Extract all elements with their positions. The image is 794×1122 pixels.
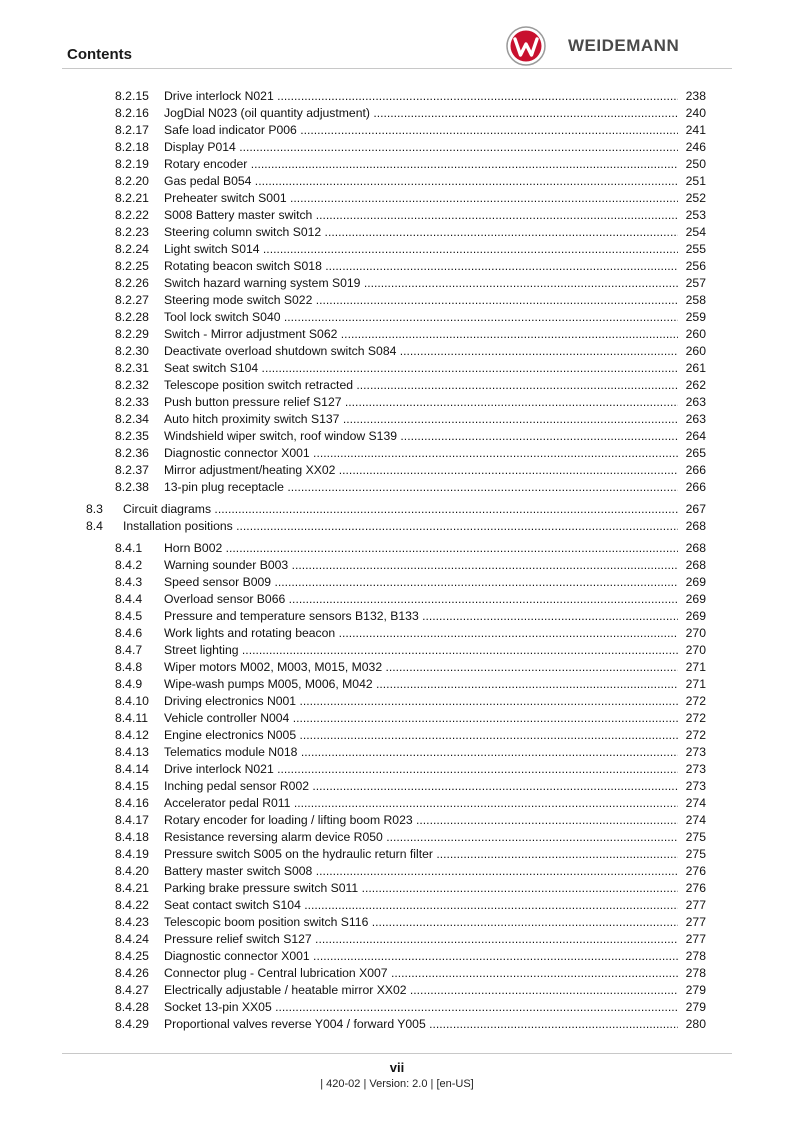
toc-entry-number: 8.2.25 (115, 259, 149, 273)
toc-entry-page: 279 (685, 983, 706, 997)
toc-entry-page: 268 (685, 541, 706, 555)
toc-entry-page: 268 (685, 519, 706, 533)
toc-entry-number: 8.2.18 (115, 140, 149, 154)
toc-entry-number: 8.4.18 (115, 830, 149, 844)
toc-entry-number: 8.3 (86, 502, 103, 516)
toc-entry-number: 8.4.6 (115, 626, 143, 640)
toc-entry-title: Battery master switch S008 ..... (164, 863, 678, 880)
toc-entry-title: Mirror adjustment/heating XX02 ..... (164, 462, 678, 479)
toc-entry-title: Gas pedal B054 ..... (164, 173, 678, 190)
toc-entry-number: 8.4.13 (115, 745, 149, 759)
toc-entry-title: Windshield wiper switch, roof window S139 ..... (164, 428, 678, 445)
toc-entry-number: 8.4.3 (115, 575, 143, 589)
toc-entry-page: 267 (685, 502, 706, 516)
toc-entry[interactable] (0, 309, 794, 326)
toc-entry-number: 8.2.22 (115, 208, 149, 222)
toc-entry[interactable] (0, 258, 794, 275)
toc-entry-page: 275 (685, 830, 706, 844)
toc-entry-page: 263 (685, 395, 706, 409)
toc-entry[interactable] (0, 931, 794, 948)
toc-entry[interactable] (0, 343, 794, 360)
toc-entry-title: Resistance reversing alarm device R050 ..... (164, 829, 678, 846)
toc-entry-page: 261 (685, 361, 706, 375)
toc-entry[interactable] (0, 377, 794, 394)
toc-entry-title: Tool lock switch S040 ..... (164, 309, 678, 326)
toc-entry-page: 270 (685, 626, 706, 640)
toc-entry-page: 251 (685, 174, 706, 188)
toc-entry-number: 8.4.14 (115, 762, 149, 776)
toc-entry[interactable] (0, 156, 794, 173)
toc-entry[interactable] (0, 88, 794, 105)
toc-entry-page: 273 (685, 745, 706, 759)
toc-entry-title: Rotary encoder for loading / lifting boom R023 ..... (164, 812, 678, 829)
toc-entry-number: 8.2.38 (115, 480, 149, 494)
toc-entry-number: 8.4.19 (115, 847, 149, 861)
toc-entry-number: 8.2.31 (115, 361, 149, 375)
toc-entry[interactable] (0, 676, 794, 693)
toc-entry-title: Wipe-wash pumps M005, M006, M042 ..... (164, 676, 678, 693)
toc-entry-page: 238 (685, 89, 706, 103)
toc-entry-page: 276 (685, 864, 706, 878)
toc-entry[interactable] (0, 778, 794, 795)
page-title: Contents (67, 46, 132, 63)
toc-entry-page: 265 (685, 446, 706, 460)
toc-entry-title: Speed sensor B009 ..... (164, 574, 678, 591)
toc-entry-page: 258 (685, 293, 706, 307)
toc-entry-page: 271 (685, 677, 706, 691)
toc-entry-number: 8.4.16 (115, 796, 149, 810)
toc-entry-title: Overload sensor B066 ..... (164, 591, 678, 608)
toc-entry-number: 8.4.21 (115, 881, 149, 895)
toc-entry[interactable] (0, 275, 794, 292)
toc-entry-title: Pressure and temperature sensors B132, B133 ..... (164, 608, 678, 625)
toc-entry-page: 253 (685, 208, 706, 222)
page-header (0, 0, 794, 70)
toc-entry-number: 8.4.11 (115, 711, 148, 725)
toc-entry-number: 8.2.37 (115, 463, 149, 477)
toc-entry-number: 8.2.32 (115, 378, 149, 392)
header-divider (62, 68, 732, 69)
toc-entry-title: Drive interlock N021 ..... (164, 761, 678, 778)
toc-entry-title: Drive interlock N021 ..... (164, 88, 678, 105)
toc-entry[interactable] (0, 659, 794, 676)
toc-entry-page: 277 (685, 915, 706, 929)
toc-entry-title: JogDial N023 (oil quantity adjustment) ..... (164, 105, 678, 122)
toc-entry-number: 8.2.33 (115, 395, 149, 409)
toc-entry-number: 8.4.7 (115, 643, 143, 657)
toc-entry[interactable] (0, 608, 794, 625)
toc-entry-title: Steering column switch S012 ..... (164, 224, 678, 241)
toc-entry-number: 8.4.2 (115, 558, 143, 572)
toc-entry-title: Socket 13-pin XX05 ..... (164, 999, 678, 1016)
toc-entry-title: Auto hitch proximity switch S137 ..... (164, 411, 678, 428)
toc-entry-title: Inching pedal sensor R002 ..... (164, 778, 678, 795)
toc-entry-number: 8.4.23 (115, 915, 149, 929)
toc-entry-title: Telematics module N018 ..... (164, 744, 678, 761)
toc-entry-number: 8.4.29 (115, 1017, 149, 1031)
toc-entry-number: 8.4.24 (115, 932, 149, 946)
page-number: vii (389, 1060, 405, 1075)
toc-entry[interactable] (0, 411, 794, 428)
toc-entry-number: 8.2.36 (115, 446, 149, 460)
toc-entry-number: 8.2.29 (115, 327, 149, 341)
toc-entry-title: Steering mode switch S022 ..... (164, 292, 678, 309)
toc-entry-title: Telescope position switch retracted ..... (164, 377, 678, 394)
toc-entry-number: 8.4.28 (115, 1000, 149, 1014)
footer-divider (62, 1053, 732, 1054)
toc-entry[interactable] (0, 139, 794, 156)
toc-entry-page: 260 (685, 344, 706, 358)
toc-entry[interactable] (0, 105, 794, 122)
toc-entry-number: 8.2.23 (115, 225, 149, 239)
toc-entry-number: 8.4.22 (115, 898, 149, 912)
toc-entry[interactable] (0, 948, 794, 965)
toc-entry-title: Preheater switch S001 ..... (164, 190, 678, 207)
toc-entry-page: 272 (685, 728, 706, 742)
toc-entry-number: 8.2.28 (115, 310, 149, 324)
brand-name: WEIDEMANN (568, 36, 680, 55)
toc-entry[interactable] (0, 241, 794, 258)
toc-entry-page: 269 (685, 609, 706, 623)
toc-entry-title: Display P014 ..... (164, 139, 678, 156)
toc-entry-title: Pressure switch S005 on the hydraulic return filter ..... (164, 846, 678, 863)
toc-entry-number: 8.2.30 (115, 344, 149, 358)
toc-entry[interactable] (0, 965, 794, 982)
toc-entry-number: 8.4.1 (115, 541, 143, 555)
toc-entry-number: 8.4.27 (115, 983, 149, 997)
toc-entry-page: 274 (685, 813, 706, 827)
toc-entry[interactable] (0, 445, 794, 462)
toc-entry-page: 240 (685, 106, 706, 120)
toc-entry[interactable] (0, 625, 794, 642)
toc-entry-title: S008 Battery master switch ..... (164, 207, 678, 224)
toc-entry-page: 262 (685, 378, 706, 392)
toc-entry[interactable] (0, 428, 794, 445)
toc-entry[interactable] (0, 761, 794, 778)
toc-entry[interactable] (0, 795, 794, 812)
toc-entry-title: Circuit diagrams ..... (123, 501, 678, 518)
toc-entry-page: 272 (685, 711, 706, 725)
toc-entry-title: Diagnostic connector X001 ..... (164, 445, 678, 462)
toc-entry-number: 8.4.12 (115, 728, 149, 742)
toc-entry[interactable] (0, 574, 794, 591)
toc-entry-number: 8.4.4 (115, 592, 143, 606)
toc-entry[interactable] (0, 557, 794, 574)
toc-entry-number: 8.4.9 (115, 677, 143, 691)
toc-entry-page: 255 (685, 242, 706, 256)
toc-entry[interactable] (0, 326, 794, 343)
toc-entry-title: Installation positions ..... (123, 518, 678, 535)
toc-entry[interactable] (0, 518, 794, 535)
toc-entry[interactable] (0, 693, 794, 710)
toc-entry-title: Wiper motors M002, M003, M015, M032 ..... (164, 659, 678, 676)
toc-entry-number: 8.2.16 (115, 106, 149, 120)
document-version: | 420-02 | Version: 2.0 | [en-US] (320, 1078, 474, 1090)
toc-entry-number: 8.4.26 (115, 966, 149, 980)
toc-entry-page: 270 (685, 643, 706, 657)
toc-entry-page: 260 (685, 327, 706, 341)
toc-entry-page: 254 (685, 225, 706, 239)
toc-entry-title: Proportional valves reverse Y004 / forward Y005 ..... (164, 1016, 678, 1033)
toc-entry-page: 280 (685, 1017, 706, 1031)
toc-entry-page: 264 (685, 429, 706, 443)
toc-entry[interactable] (0, 914, 794, 931)
toc-entry-page: 256 (685, 259, 706, 273)
toc-entry-title: Switch - Mirror adjustment S062 ..... (164, 326, 678, 343)
toc-entry-page: 278 (685, 949, 706, 963)
toc-entry-page: 275 (685, 847, 706, 861)
toc-entry-page: 279 (685, 1000, 706, 1014)
toc-entry-number: 8.4.5 (115, 609, 143, 623)
toc-entry[interactable] (0, 360, 794, 377)
toc-entry-title: Street lighting ..... (164, 642, 678, 659)
toc-entry-number: 8.2.17 (115, 123, 149, 137)
toc-entry-title: Pressure relief switch S127 ..... (164, 931, 678, 948)
toc-entry-page: 263 (685, 412, 706, 426)
toc-entry[interactable] (0, 863, 794, 880)
brand (506, 26, 679, 66)
toc-entry[interactable] (0, 744, 794, 761)
toc-entry-title: Rotary encoder ..... (164, 156, 678, 173)
toc-entry[interactable] (0, 190, 794, 207)
toc-entry-page: 259 (685, 310, 706, 324)
toc-entry[interactable] (0, 462, 794, 479)
toc-entry[interactable] (0, 173, 794, 190)
toc-entry-title: Deactivate overload shutdown switch S084 ..... (164, 343, 678, 360)
toc-entry-number: 8.4.17 (115, 813, 149, 827)
toc-entry-number: 8.2.20 (115, 174, 149, 188)
toc-entry-number: 8.2.21 (115, 191, 149, 205)
toc-entry-number: 8.4.25 (115, 949, 149, 963)
toc-entry-title: Switch hazard warning system S019 ..... (164, 275, 678, 292)
toc-entry-title: Seat contact switch S104 ..... (164, 897, 678, 914)
toc-entry[interactable] (0, 122, 794, 139)
toc-entry-number: 8.2.35 (115, 429, 149, 443)
toc-entry-number: 8.4 (86, 519, 103, 533)
toc-entry-number: 8.2.34 (115, 412, 149, 426)
toc-entry[interactable] (0, 224, 794, 241)
toc-entry-number: 8.2.24 (115, 242, 149, 256)
toc-entry-page: 277 (685, 932, 706, 946)
toc-entry[interactable] (0, 292, 794, 309)
toc-entry-page: 273 (685, 779, 706, 793)
toc-entry-title: Telescopic boom position switch S116 ..... (164, 914, 678, 931)
toc-entry[interactable] (0, 999, 794, 1016)
toc-entry-number: 8.4.10 (115, 694, 149, 708)
toc-entry-page: 276 (685, 881, 706, 895)
toc-entry-title: Rotating beacon switch S018 ..... (164, 258, 678, 275)
toc-entry[interactable] (0, 846, 794, 863)
toc-entry-title: Accelerator pedal R011 ..... (164, 795, 678, 812)
toc-entry[interactable] (0, 880, 794, 897)
toc-entry-number: 8.2.19 (115, 157, 149, 171)
toc-entry-title: Push button pressure relief S127 ..... (164, 394, 678, 411)
toc-entry-title: Electrically adjustable / heatable mirror XX02 ..... (164, 982, 678, 999)
toc-entry-page: 266 (685, 463, 706, 477)
toc-entry-number: 8.2.15 (115, 89, 149, 103)
toc-entry-title: Light switch S014 ..... (164, 241, 678, 258)
toc-entry-title: Driving electronics N001 ..... (164, 693, 678, 710)
toc-entry-page: 272 (685, 694, 706, 708)
toc-entry-page: 252 (685, 191, 706, 205)
toc-entry-page: 271 (685, 660, 706, 674)
toc-entry[interactable] (0, 982, 794, 999)
toc-entry[interactable] (0, 479, 794, 496)
toc-entry-title: Warning sounder B003 ..... (164, 557, 678, 574)
toc-entry-page: 241 (685, 123, 706, 137)
toc-entry[interactable] (0, 727, 794, 744)
toc-entry-number: 8.2.26 (115, 276, 149, 290)
toc-entry[interactable] (0, 1016, 794, 1033)
toc-entry-title: 13-pin plug receptacle ..... (164, 479, 678, 496)
toc-entry[interactable] (0, 897, 794, 914)
toc-entry-number: 8.4.8 (115, 660, 143, 674)
toc-entry-title: Diagnostic connector X001 ..... (164, 948, 678, 965)
toc-entry[interactable] (0, 207, 794, 224)
toc-entry-page: 266 (685, 480, 706, 494)
toc-entry-title: Seat switch S104 ..... (164, 360, 678, 377)
toc-entry-page: 278 (685, 966, 706, 980)
toc-entry-page: 277 (685, 898, 706, 912)
toc-entry-page: 269 (685, 575, 706, 589)
toc-entry-title: Engine electronics N005 ..... (164, 727, 678, 744)
toc-entry-title: Safe load indicator P006 ..... (164, 122, 678, 139)
toc-entry[interactable] (0, 710, 794, 727)
toc-entry-title: Vehicle controller N004 ..... (164, 710, 678, 727)
toc-entry-page: 257 (685, 276, 706, 290)
toc-entry-number: 8.4.20 (115, 864, 149, 878)
toc-entry-title: Connector plug - Central lubrication X007 ..... (164, 965, 678, 982)
toc-entry[interactable] (0, 642, 794, 659)
toc-entry-page: 268 (685, 558, 706, 572)
toc-entry[interactable] (0, 394, 794, 411)
toc-entry[interactable] (0, 540, 794, 557)
toc-entry-page: 273 (685, 762, 706, 776)
toc-entry[interactable] (0, 501, 794, 518)
toc-entry[interactable] (0, 812, 794, 829)
toc-entry-page: 274 (685, 796, 706, 810)
toc-entry-title: Horn B002 ..... (164, 540, 678, 557)
toc-entry[interactable] (0, 829, 794, 846)
toc-entry-number: 8.4.15 (115, 779, 149, 793)
toc-entry-page: 269 (685, 592, 706, 606)
toc-entry-title: Parking brake pressure switch S011 ..... (164, 880, 678, 897)
toc-entry-page: 250 (685, 157, 706, 171)
weidemann-logo-icon (506, 26, 546, 66)
toc-entry-number: 8.2.27 (115, 293, 149, 307)
toc-entry-page: 246 (685, 140, 706, 154)
toc-entry[interactable] (0, 591, 794, 608)
toc-entry-title: Work lights and rotating beacon ..... (164, 625, 678, 642)
